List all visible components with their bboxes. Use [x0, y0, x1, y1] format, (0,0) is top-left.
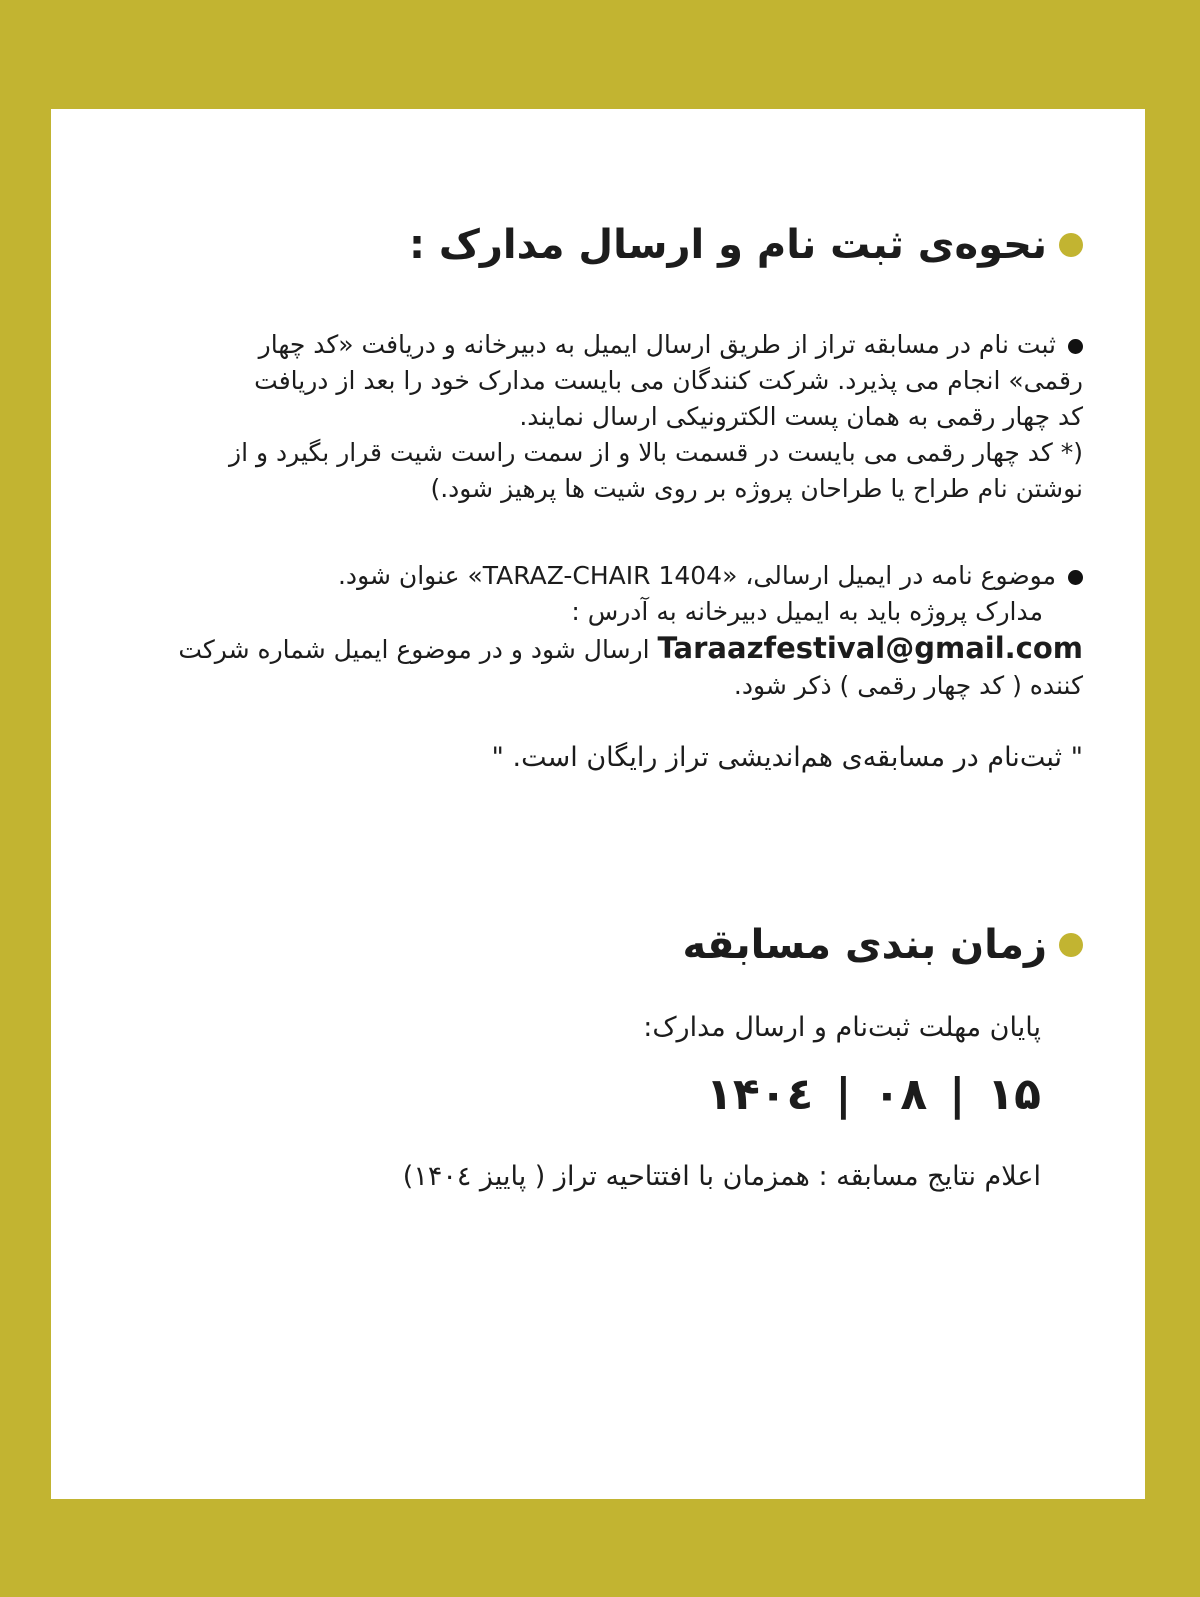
bullet-icon [1068, 339, 1083, 354]
address-intro: مدارک پروژه باید به ایمیل دبیرخانه به آدرس : [571, 597, 1043, 626]
deadline-date [706, 1069, 1041, 1120]
deadline-day: ۱۵ [987, 1069, 1041, 1120]
schedule-heading [683, 921, 1083, 969]
deadline-label: پایان مهلت ثبت‌نام و ارسال مدارک: [643, 1012, 1041, 1043]
participant-code-line: کننده ( کد چهار رقمی ) ذکر شود. [733, 671, 1083, 700]
date-separator: | [949, 1069, 966, 1120]
email-instructions [111, 558, 1083, 704]
heading-bullet-icon [1059, 233, 1083, 257]
subject-code: TARAZ-CHAIR 1404 [482, 561, 723, 590]
email-address[interactable]: Taraazfestival@gmail.com [657, 631, 1083, 665]
registration-line: ثبت نام در مسابقه تراز از طریق ارسال ایمیل به دبیرخانه و دریافت «کد چهار [111, 327, 1083, 363]
deadline-month: ۰۸ [873, 1069, 928, 1120]
registration-line: (* کد چهار رقمی می بایست در قسمت بالا و از سمت راست شیت قرار بگیرد و از [229, 438, 1083, 467]
results-announcement: اعلام نتایج مسابقه : همزمان با افتتاحیه تراز ( پاییز ۱۴۰٤) [402, 1161, 1041, 1192]
registration-line: رقمی» انجام می پذیرد. شرکت کنندگان می بایست مدارک خود را بعد از دریافت [254, 366, 1083, 395]
registration-title: نحوه‌ی ثبت نام و ارسال مدارک : [408, 222, 1047, 268]
heading-bullet-icon [1059, 933, 1083, 957]
subject-line: موضوع نامه در ایمیل ارسالی، «TARAZ-CHAIR 1404» عنوان شود. [111, 558, 1083, 594]
free-registration-note: " ثبت‌نام در مسابقه‌ی هم‌اندیشی تراز رایگان است. " [491, 742, 1083, 773]
deadline-year: ۱۴۰٤ [705, 1069, 814, 1120]
registration-line: کد چهار رقمی به همان پست الکترونیکی ارسال نمایند. [519, 402, 1083, 431]
content-card [51, 109, 1145, 1499]
registration-line: نوشتن نام طراح یا طراحان پروژه بر روی شیت ها پرهیز شود.) [430, 474, 1083, 503]
date-separator: | [835, 1069, 852, 1120]
registration-paragraph [111, 327, 1083, 507]
schedule-title: زمان بندی مسابقه [682, 922, 1047, 968]
bullet-icon [1068, 570, 1083, 585]
registration-heading [409, 221, 1083, 269]
email-line: Taraazfestival@gmail.com ارسال شود و در موضوع ایمیل شماره شرکت [178, 631, 1083, 665]
